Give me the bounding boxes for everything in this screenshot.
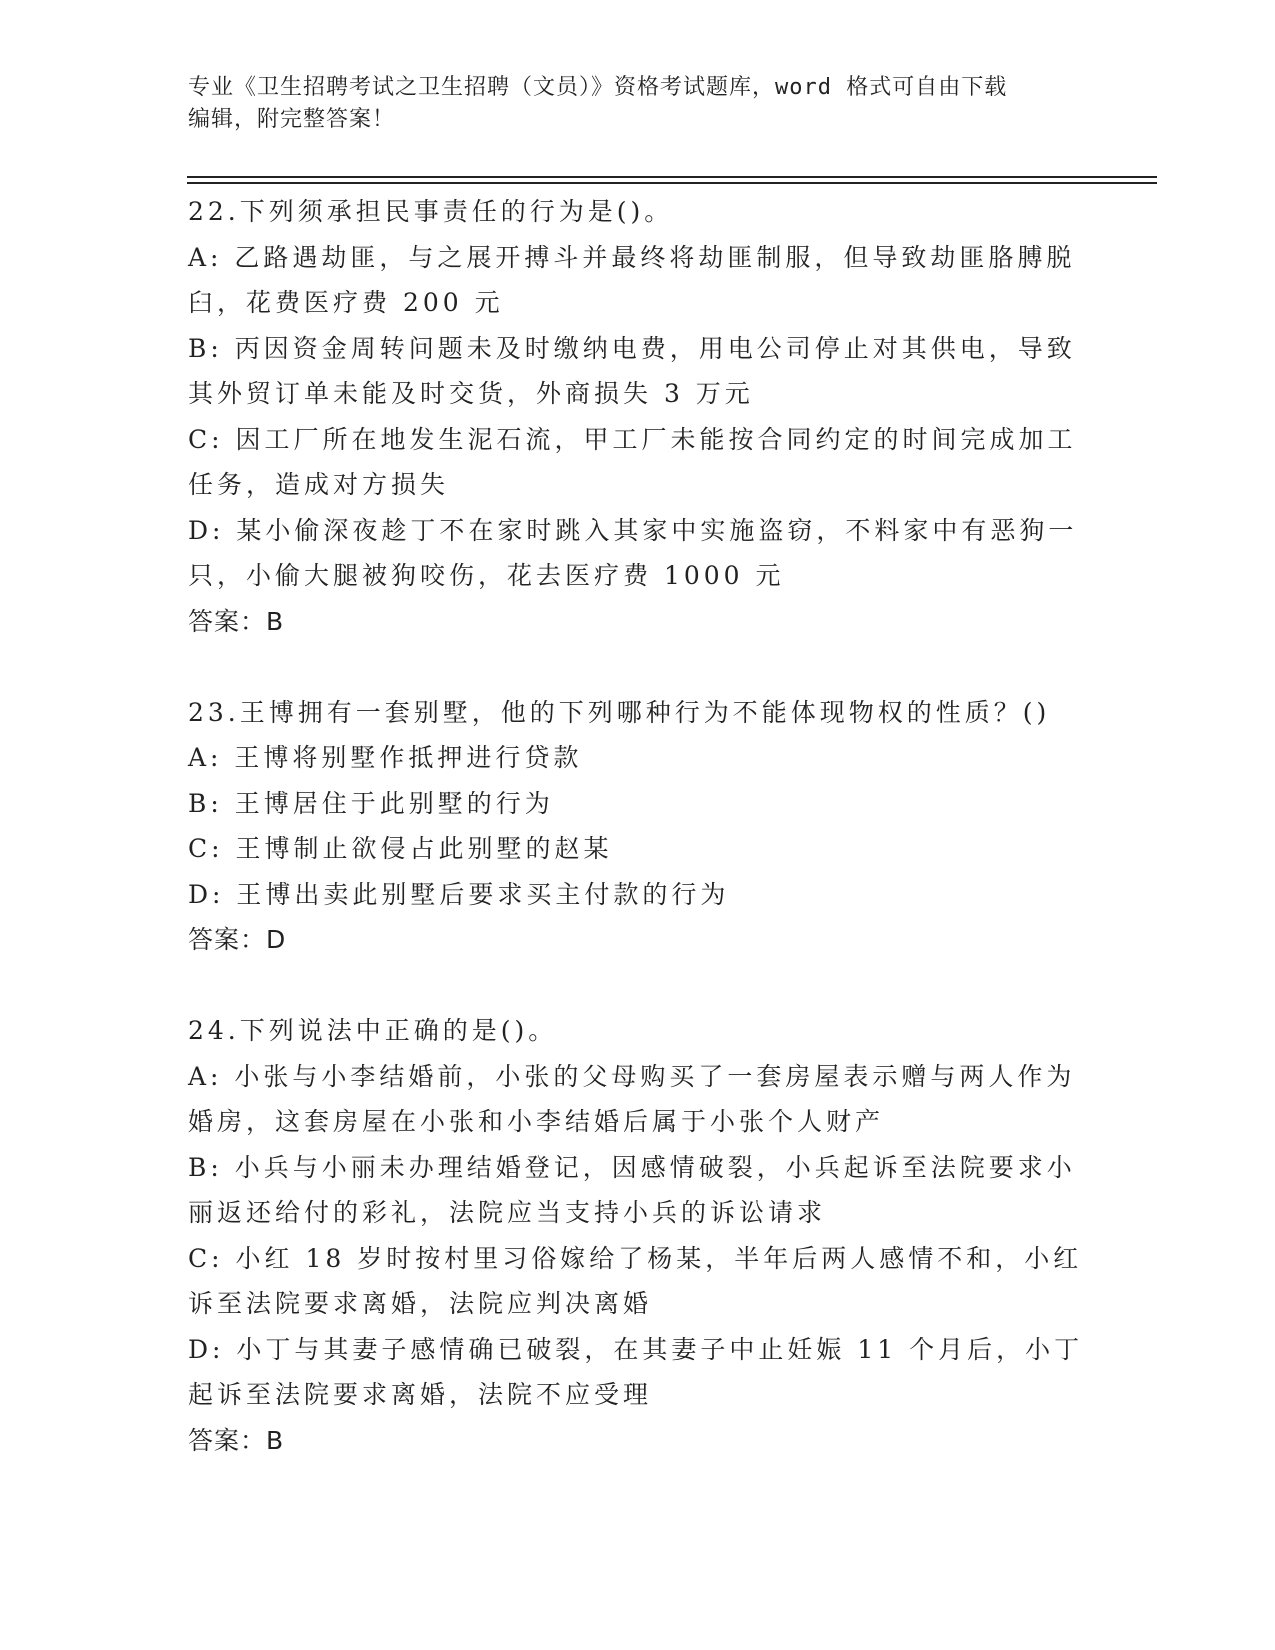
question-24-option-c: C: 小红 18 岁时按村里习俗嫁给了杨某，半年后两人感情不和，小红 xyxy=(188,1243,1083,1273)
question-22-option-c-cont: 任务，造成对方损失 xyxy=(188,470,450,499)
document-header xyxy=(188,72,1088,136)
header-divider-top xyxy=(187,176,1157,178)
question-22 xyxy=(188,189,1088,644)
header-line-2: 编辑，附完整答案！ xyxy=(188,107,396,132)
question-23-answer: 答案：D xyxy=(188,925,287,954)
question-spacer xyxy=(188,963,1088,1009)
question-22-option-a-cont: 臼，花费医疗费 200 元 xyxy=(188,288,504,317)
question-23-option-b: B: 王博居住于此别墅的行为 xyxy=(188,788,554,818)
question-24-option-b-cont: 丽返还给付的彩礼，法院应当支持小兵的诉讼请求 xyxy=(188,1198,827,1227)
header-divider-bottom xyxy=(187,182,1157,184)
question-22-option-d: D: 某小偷深夜趁丁不在家时跳入其家中实施盗窃，不料家中有恶狗一 xyxy=(188,515,1078,545)
question-22-option-a: A: 乙路遇劫匪，与之展开搏斗并最终将劫匪制服，但导致劫匪胳膊脱 xyxy=(188,242,1076,272)
question-22-option-b: B: 丙因资金周转问题未及时缴纳电费，用电公司停止对其供电，导致 xyxy=(188,333,1076,363)
questions-body xyxy=(188,189,1088,1463)
question-24 xyxy=(188,1008,1088,1463)
question-23 xyxy=(188,690,1088,963)
question-22-stem: 22.下列须承担民事责任的行为是()。 xyxy=(188,197,674,226)
question-24-option-d: D: 小丁与其妻子感情确已破裂，在其妻子中止妊娠 11 个月后，小丁 xyxy=(188,1334,1084,1364)
question-23-option-d: D: 王博出卖此别墅后要求买主付款的行为 xyxy=(188,879,730,909)
question-spacer xyxy=(188,644,1088,690)
question-24-option-b: B: 小兵与小丽未办理结婚登记，因感情破裂，小兵起诉至法院要求小 xyxy=(188,1152,1076,1182)
question-24-option-c-cont: 诉至法院要求离婚，法院应判决离婚 xyxy=(188,1289,653,1318)
header-line-1: 专业《卫生招聘考试之卫生招聘（文员）》资格考试题库，word 格式可自由下载 xyxy=(188,75,1008,100)
question-22-option-c: C: 因工厂所在地发生泥石流，甲工厂未能按合同约定的时间完成加工 xyxy=(188,424,1077,454)
question-23-option-c: C: 王博制止欲侵占此别墅的赵某 xyxy=(188,834,613,863)
question-22-answer: 答案：B xyxy=(188,606,285,636)
question-24-option-a: A: 小张与小李结婚前，小张的父母购买了一套房屋表示赠与两人作为 xyxy=(188,1061,1076,1091)
question-22-option-b-cont: 其外贸订单未能及时交货，外商损失 3 万元 xyxy=(188,379,754,408)
question-24-option-d-cont: 起诉至法院要求离婚，法院不应受理 xyxy=(188,1380,653,1409)
question-23-option-a: A: 王博将别墅作抵押进行贷款 xyxy=(188,743,583,772)
question-23-stem: 23.王博拥有一套别墅，他的下列哪种行为不能体现物权的性质？() xyxy=(188,697,1051,727)
question-24-option-a-cont: 婚房，这套房屋在小张和小李结婚后属于小张个人财产 xyxy=(188,1107,885,1136)
question-22-option-d-cont: 只，小偷大腿被狗咬伤，花去医疗费 1000 元 xyxy=(188,561,785,590)
question-24-answer: 答案：B xyxy=(188,1425,285,1455)
question-24-stem: 24.下列说法中正确的是()。 xyxy=(188,1016,558,1045)
